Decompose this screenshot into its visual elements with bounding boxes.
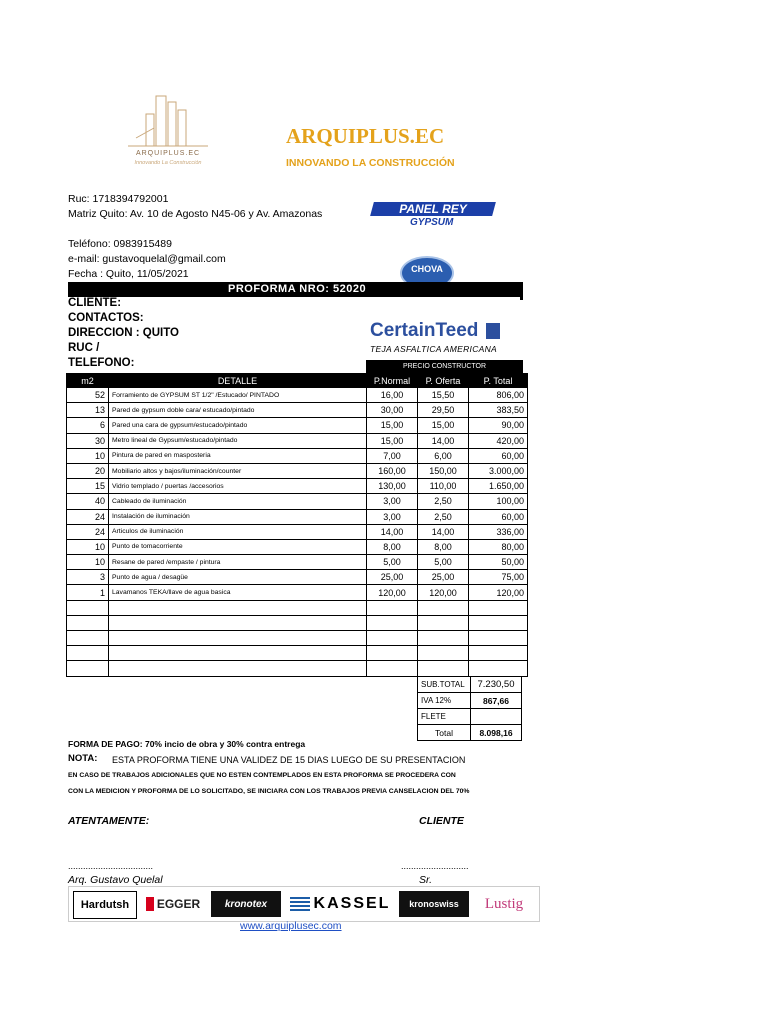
empty-cell (367, 615, 418, 630)
cell-m2: 52 (67, 388, 109, 403)
empty-table-row (67, 646, 528, 661)
client-ruc-label: RUC / (68, 342, 100, 354)
cell-m2: 6 (67, 418, 109, 433)
cell-p-oferta: 6,00 (418, 448, 469, 463)
empty-cell (109, 646, 367, 661)
empty-cell (367, 646, 418, 661)
cell-p-oferta: 15,00 (418, 418, 469, 433)
cell-p-total: 60,00 (469, 509, 528, 524)
partner-kassel-text: KASSEL (313, 895, 391, 912)
cell-m2: 3 (67, 570, 109, 585)
cell-detail: Metro lineal de Gypsum/estucado/pintado (109, 433, 367, 448)
cell-p-total: 3.000,00 (469, 463, 528, 478)
col-p-total: P. Total (469, 374, 528, 388)
flete-value (471, 709, 522, 725)
cell-detail: Pared una cara de gypsum/estucado/pintado (109, 418, 367, 433)
cell-m2: 24 (67, 509, 109, 524)
cell-p-oferta: 14,00 (418, 433, 469, 448)
table-row (67, 479, 528, 494)
table-row (67, 388, 528, 403)
kassel-mark-icon (290, 897, 310, 911)
empty-table-row (67, 661, 528, 676)
cell-p-oferta: 15,50 (418, 388, 469, 403)
empty-cell (67, 615, 109, 630)
table-row (67, 494, 528, 509)
cell-p-normal: 120,00 (367, 585, 418, 600)
total-value: 8.098,16 (471, 725, 522, 741)
empty-cell (469, 631, 528, 646)
cell-detail: Punto de agua / desagüe (109, 570, 367, 585)
table-row (67, 570, 528, 585)
proforma-number: PROFORMA NRO: 52020 (228, 283, 367, 295)
cell-p-total: 336,00 (469, 524, 528, 539)
cell-p-normal: 8,00 (367, 539, 418, 554)
atentamente-label: ATENTAMENTE: (68, 815, 150, 827)
cell-p-oferta: 110,00 (418, 479, 469, 494)
empty-cell (109, 600, 367, 615)
subtotal-value: 7.230,50 (471, 677, 522, 693)
cell-m2: 13 (67, 403, 109, 418)
cell-m2: 1 (67, 585, 109, 600)
cell-detail: Resane de pared /empaste / pintura (109, 555, 367, 570)
certainteed-text: CertainTeed (370, 320, 479, 341)
empty-cell (67, 646, 109, 661)
empty-cell (469, 615, 528, 630)
cell-p-total: 120,00 (469, 585, 528, 600)
company-title: ARQUIPLUS.EC (286, 124, 445, 148)
empty-cell (469, 646, 528, 661)
partner-egger (139, 891, 207, 917)
col-p-normal: P.Normal (367, 374, 418, 388)
company-ruc: Ruc: 1718394792001 (68, 193, 169, 205)
table-row (67, 524, 528, 539)
certainteed-logo (366, 318, 506, 358)
flete-label: FLETE (418, 709, 471, 725)
logo-name: ARQUIPLUS.EC (135, 150, 201, 157)
empty-cell (67, 600, 109, 615)
table-row (67, 585, 528, 600)
cell-p-total: 60,00 (469, 448, 528, 463)
cell-p-oferta: 8,00 (418, 539, 469, 554)
cell-m2: 24 (67, 524, 109, 539)
iva-value: 867,66 (471, 693, 522, 709)
cell-p-oferta: 29,50 (418, 403, 469, 418)
cell-p-normal: 7,00 (367, 448, 418, 463)
empty-cell (418, 646, 469, 661)
panel-rey-logo (372, 202, 494, 234)
table-row (67, 448, 528, 463)
table-row (67, 539, 528, 554)
cell-detail: Instalación de iluminación (109, 509, 367, 524)
empty-cell (418, 615, 469, 630)
cell-p-normal: 15,00 (367, 418, 418, 433)
iva-label: IVA 12% (418, 693, 471, 709)
cell-p-oferta: 2,50 (418, 509, 469, 524)
cell-detail: Mobiliario altos y bajos/iluminación/counter (109, 463, 367, 478)
cell-detail: Punto de tomacorriente (109, 539, 367, 554)
signature-line-left: .................................. (68, 861, 154, 871)
table-row (67, 418, 528, 433)
nota-label: NOTA: (68, 753, 98, 764)
chova-text: CHOVA (411, 264, 443, 274)
empty-table-row (67, 600, 528, 615)
empty-cell (67, 631, 109, 646)
cell-p-total: 1.650,00 (469, 479, 528, 494)
cell-detail: Lavamanos TEKA/llave de agua basica (109, 585, 367, 600)
totals-table (417, 676, 522, 741)
payment-terms: FORMA DE PAGO: 70% incio de obra y 30% contra entrega (68, 739, 306, 749)
cell-p-oferta: 25,00 (418, 570, 469, 585)
cell-detail: Pared de gypsum doble cara/ estucado/pintado (109, 403, 367, 418)
empty-cell (418, 661, 469, 676)
cell-p-oferta: 2,50 (418, 494, 469, 509)
subtotal-label: SUB.TOTAL (418, 677, 471, 693)
company-address: Matriz Quito: Av. 10 de Agosto N45-06 y Av. Amazonas (68, 208, 323, 220)
col-m2: m2 (67, 374, 109, 388)
empty-cell (469, 661, 528, 676)
empty-cell (418, 631, 469, 646)
cell-p-total: 75,00 (469, 570, 528, 585)
cell-p-total: 80,00 (469, 539, 528, 554)
egger-mark-icon (146, 897, 154, 911)
empty-cell (469, 600, 528, 615)
cell-p-normal: 3,00 (367, 494, 418, 509)
empty-cell (109, 631, 367, 646)
company-date: Fecha : Quito, 11/05/2021 (68, 268, 189, 280)
company-phone: Teléfono: 0983915489 (68, 238, 172, 250)
address-label: DIRECCION : QUITO (68, 327, 179, 339)
precio-constructor-bar: PRECIO CONSTRUCTOR (366, 360, 523, 373)
cell-p-normal: 30,00 (367, 403, 418, 418)
empty-cell (418, 600, 469, 615)
empty-cell (367, 631, 418, 646)
cell-p-oferta: 5,00 (418, 555, 469, 570)
partner-lustig: Lustig (484, 895, 524, 912)
partner-kronotex: kronotex (211, 891, 281, 917)
contacts-label: CONTACTOS: (68, 312, 144, 324)
panel-rey-text: PANEL REY (399, 202, 467, 216)
cell-detail: Articulos de iluminación (109, 524, 367, 539)
cell-m2: 10 (67, 539, 109, 554)
company-email: e-mail: gustavoquelal@gmail.com (68, 253, 226, 265)
cell-p-oferta: 150,00 (418, 463, 469, 478)
cell-p-oferta: 14,00 (418, 524, 469, 539)
cell-m2: 15 (67, 479, 109, 494)
certainteed-subtitle: TEJA ASFALTICA AMERICANA (370, 344, 498, 354)
table-row (67, 555, 528, 570)
cell-detail: Cableado de iluminación (109, 494, 367, 509)
cell-p-normal: 25,00 (367, 570, 418, 585)
cell-p-normal: 14,00 (367, 524, 418, 539)
empty-table-row (67, 631, 528, 646)
website-link[interactable]: www.arquiplusec.com (240, 920, 342, 932)
partner-kronoswiss: kronoswiss (399, 891, 469, 917)
cell-p-normal: 15,00 (367, 433, 418, 448)
proforma-title-bar (68, 282, 523, 297)
items-table (66, 373, 528, 677)
partner-egger-text: EGGER (156, 897, 201, 911)
cell-detail: Vidrio templado / puertas /accesorios (109, 479, 367, 494)
partner-hardutsh: Hardutsh (73, 891, 137, 919)
table-row (67, 433, 528, 448)
cell-p-total: 100,00 (469, 494, 528, 509)
partner-kassel (285, 891, 395, 917)
table-row (67, 463, 528, 478)
cliente-sign-label: CLIENTE (419, 815, 464, 827)
col-p-oferta: P. Oferta (418, 374, 469, 388)
empty-cell (367, 600, 418, 615)
gypsum-text: GYPSUM (410, 217, 454, 228)
phone-label: TELEFONO: (68, 357, 135, 369)
cell-p-total: 420,00 (469, 433, 528, 448)
cell-m2: 10 (67, 448, 109, 463)
empty-cell (109, 615, 367, 630)
cell-p-normal: 160,00 (367, 463, 418, 478)
note-line-2: CON LA MEDICION Y PROFORMA DE LO SOLICITADO, SE INICIARA CON LOS TRABAJOS PREVIA CANSELACION DEL 70% (68, 788, 470, 795)
table-row (67, 509, 528, 524)
signature-line-right: ........................... (401, 861, 469, 871)
partner-logos (68, 886, 540, 922)
col-detalle: DETALLE (109, 374, 367, 388)
cell-p-normal: 3,00 (367, 509, 418, 524)
client-label: CLIENTE: (68, 297, 122, 309)
cell-detail: Pintura de pared en masposteria (109, 448, 367, 463)
company-logo (108, 88, 228, 178)
note-line-1: EN CASO DE TRABAJOS ADICIONALES QUE NO ESTEN CONTEMPLADOS EN ESTA PROFORMA SE PROCEDERA CON (68, 772, 456, 779)
cell-p-total: 806,00 (469, 388, 528, 403)
table-row (67, 403, 528, 418)
empty-cell (67, 661, 109, 676)
cell-p-normal: 5,00 (367, 555, 418, 570)
cell-p-normal: 130,00 (367, 479, 418, 494)
signer-name: Arq. Gustavo Quelal (68, 874, 163, 886)
empty-table-row (67, 615, 528, 630)
cell-m2: 10 (67, 555, 109, 570)
cell-p-normal: 16,00 (367, 388, 418, 403)
certainteed-mark-icon (486, 323, 500, 339)
logo-tagline: Innovando La Construcción (134, 160, 202, 166)
empty-cell (109, 661, 367, 676)
cell-m2: 20 (67, 463, 109, 478)
total-label: Total (418, 725, 471, 741)
client-signer-name: Sr. (419, 874, 433, 886)
cell-m2: 40 (67, 494, 109, 509)
cell-p-total: 383,50 (469, 403, 528, 418)
nota-text: ESTA PROFORMA TIENE UNA VALIDEZ DE 15 DIAS LUEGO DE SU PRESENTACION (112, 755, 466, 765)
empty-cell (367, 661, 418, 676)
company-subtitle: INNOVANDO LA CONSTRUCCIÓN (286, 157, 455, 169)
cell-p-total: 50,00 (469, 555, 528, 570)
cell-p-oferta: 120,00 (418, 585, 469, 600)
cell-p-total: 90,00 (469, 418, 528, 433)
cell-detail: Forramiento de GYPSUM ST 1/2" /Estucado/ PINTADO (109, 388, 367, 403)
cell-m2: 30 (67, 433, 109, 448)
